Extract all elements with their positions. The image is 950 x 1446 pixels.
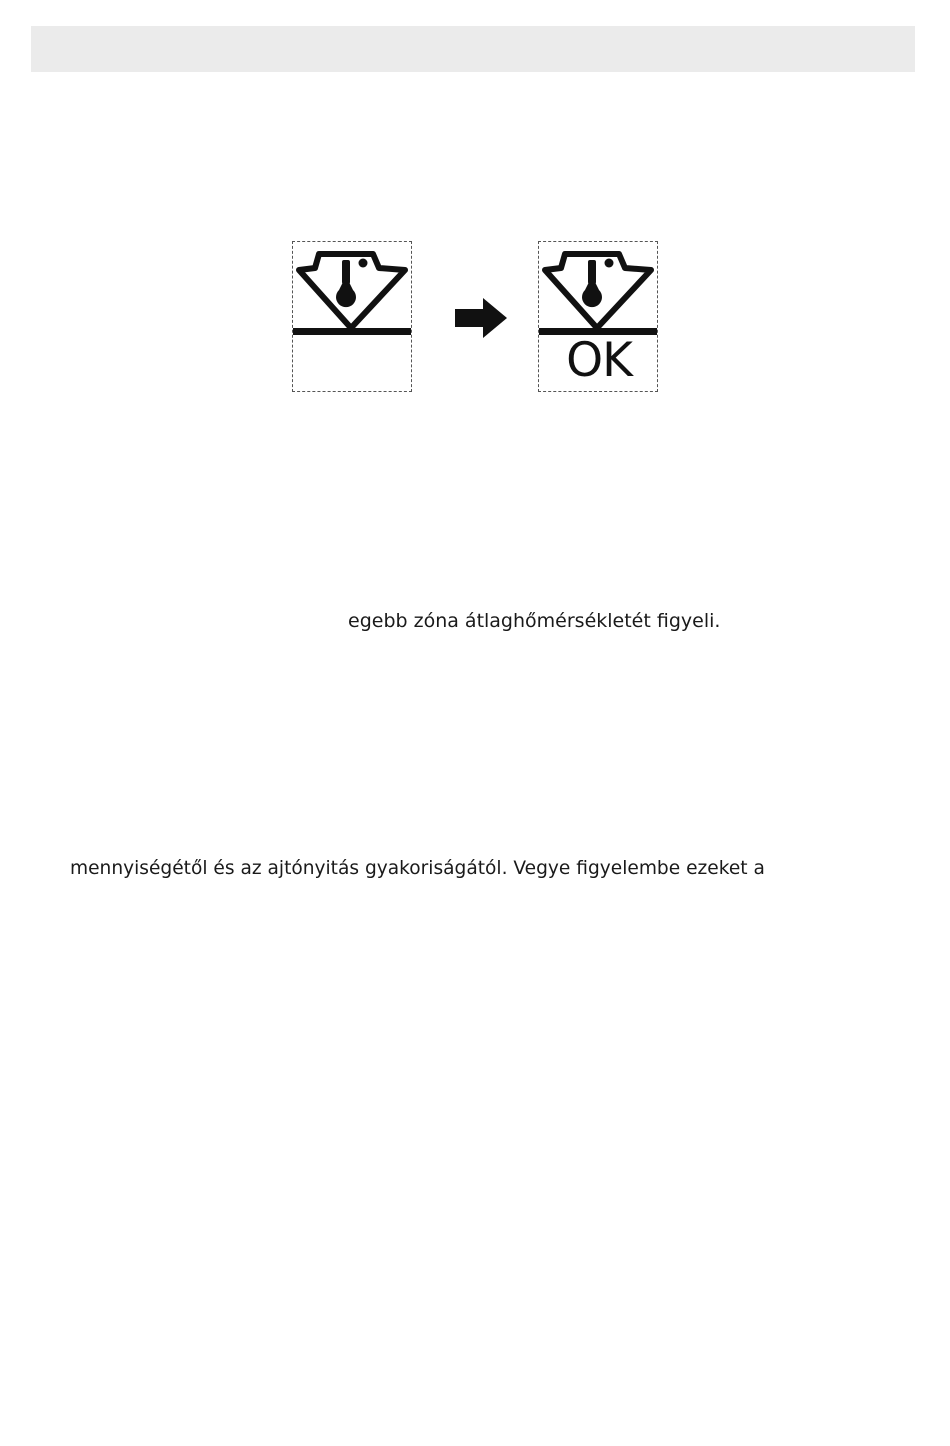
body-text-line: egebb zóna átlaghőmérsékletét figyeli. xyxy=(348,610,721,632)
indicator-after xyxy=(538,241,658,392)
ok-label: OK xyxy=(566,333,632,388)
temperature-warning-icon xyxy=(293,242,411,342)
right-arrow-icon xyxy=(455,298,507,338)
indicator-before xyxy=(292,241,412,392)
header-bar xyxy=(31,26,915,72)
temperature-warning-icon xyxy=(539,242,657,342)
body-text-line: mennyiségétől és az ajtónyitás gyakoriságától. Vegye figyelembe ezeket a xyxy=(70,858,765,879)
